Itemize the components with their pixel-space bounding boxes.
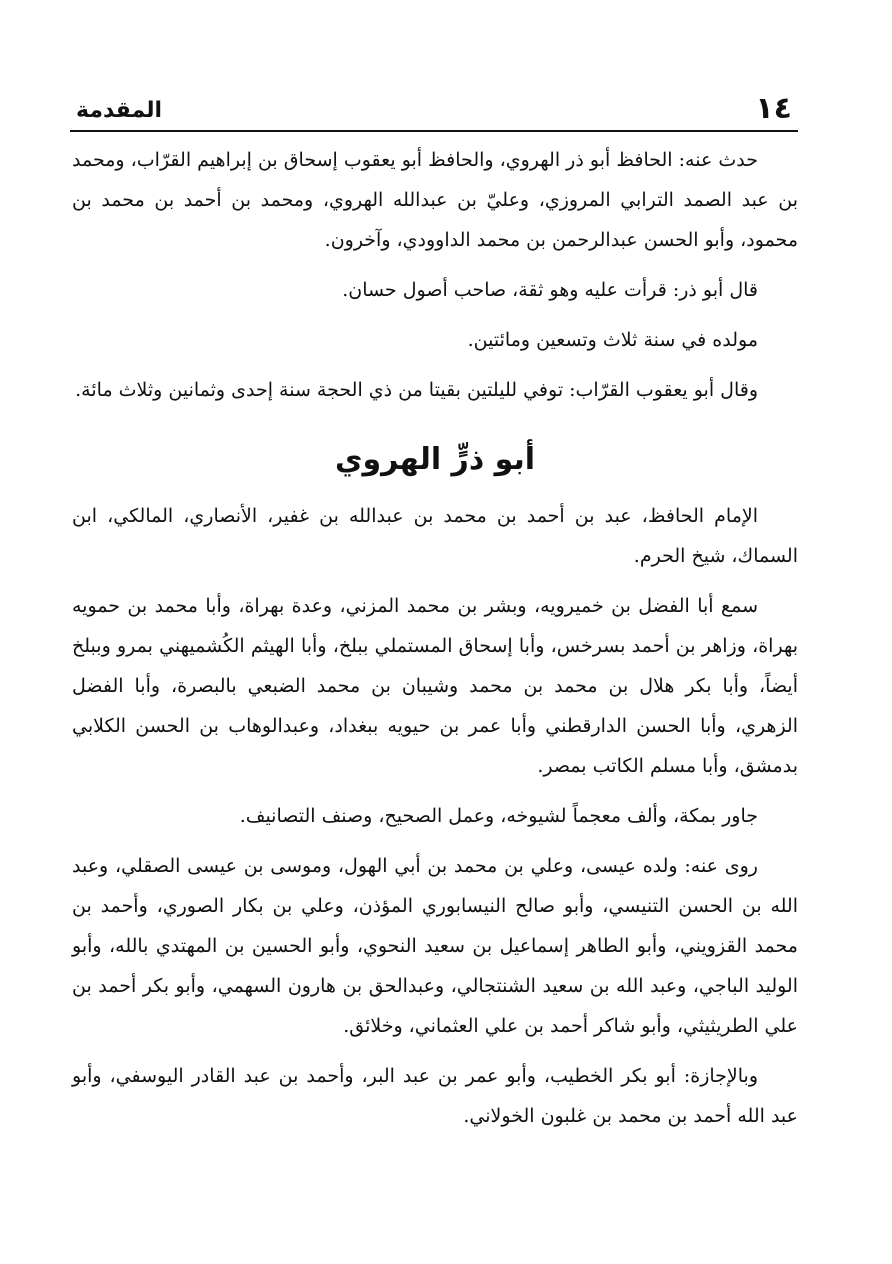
paragraph-birth: مولده في سنة ثلاث وتسعين ومائتين. <box>467 329 758 351</box>
paragraph-narrators: حدث عنه: الحافظ أبو ذر الهروي، والحافظ أبو يعقوب إسحاق بن إبراهيم القرّاب، ومحمد بن عبد الصمد الترابي المروزي، وعليّ بن عبدالله الهروي، ومحمد بن أحمد بن محمد بن محمود، وأبو الحسن عبدالرحمن بن محمد الداوودي، وآخرون. <box>72 149 798 251</box>
paragraph-death: وقال أبو يعقوب القرّاب: توفي لليلتين بقيتا من ذي الحجة سنة إحدى وثمانين وثلاث مائة. <box>75 379 758 401</box>
paragraph-identity: الإمام الحافظ، عبد بن أحمد بن محمد بن عبدالله بن غفير، الأنصاري، المالكي، ابن السماك، شيخ الحرم. <box>72 505 798 567</box>
page-body <box>72 140 798 1146</box>
running-header <box>70 92 798 132</box>
section-title: المقدمة <box>76 98 163 123</box>
paragraph-residence-works: جاور بمكة، وألف معجماً لشيوخه، وعمل الصحيح، وصنف التصانيف. <box>239 805 758 827</box>
paragraph-licensees: وبالإجازة: أبو بكر الخطيب، وأبو عمر بن عبد البر، وأحمد بن عبد القادر اليوسفي، وأبو عبد الله أحمد بن محمد بن غلبون الخولاني. <box>72 1065 798 1127</box>
paragraph-teachers: سمع أبا الفضل بن خميرويه، وبشر بن محمد المزني، وعدة بهراة، وأبا محمد بن حمويه بهراة، وزاهر بن أحمد بسرخس، وأبا إسحاق المستملي ببلخ، وأبا الهيثم الكُشميهني بمرو وببلخ أيضاً، وأبا بكر هلال بن محمد بن محمد وشيبان بن محمد الضبعي بالبصرة، وأبا الفضل الزهري، وأبا الحسن الدارقطني وأبا عمر بن حيويه ببغداد، وعبدالوهاب بن الحسن الكلابي بدمشق، وأبا مسلم الكاتب بمصر. <box>72 595 798 777</box>
page-number: ١٤ <box>755 91 792 126</box>
paragraph-abu-dharr-quote: قال أبو ذر: قرأت عليه وهو ثقة، صاحب أصول حسان. <box>342 279 758 301</box>
paragraph-students: روى عنه: ولده عيسى، وعلي بن محمد بن أبي الهول، وموسى بن عيسى الصقلي، وعبد الله بن الحسن التنيسي، وأبو صالح النيسابوري المؤذن، وعلي بن بكار الصوري، وأحمد بن محمد القزويني، وأبو الطاهر إسماعيل بن سعيد النحوي، وأبو الحسين بن المهتدي بالله، وأبو الوليد الباجي، وعبد الله بن سعيد الشنتجالي، وعبدالحق بن هارون السهمي، وأبو بكر أحمد بن علي الطريثيثي، وأبو شاكر أحمد بن علي العثماني، وخلائق. <box>72 855 798 1037</box>
biography-heading: أبو ذرٍّ الهروي <box>334 442 536 477</box>
